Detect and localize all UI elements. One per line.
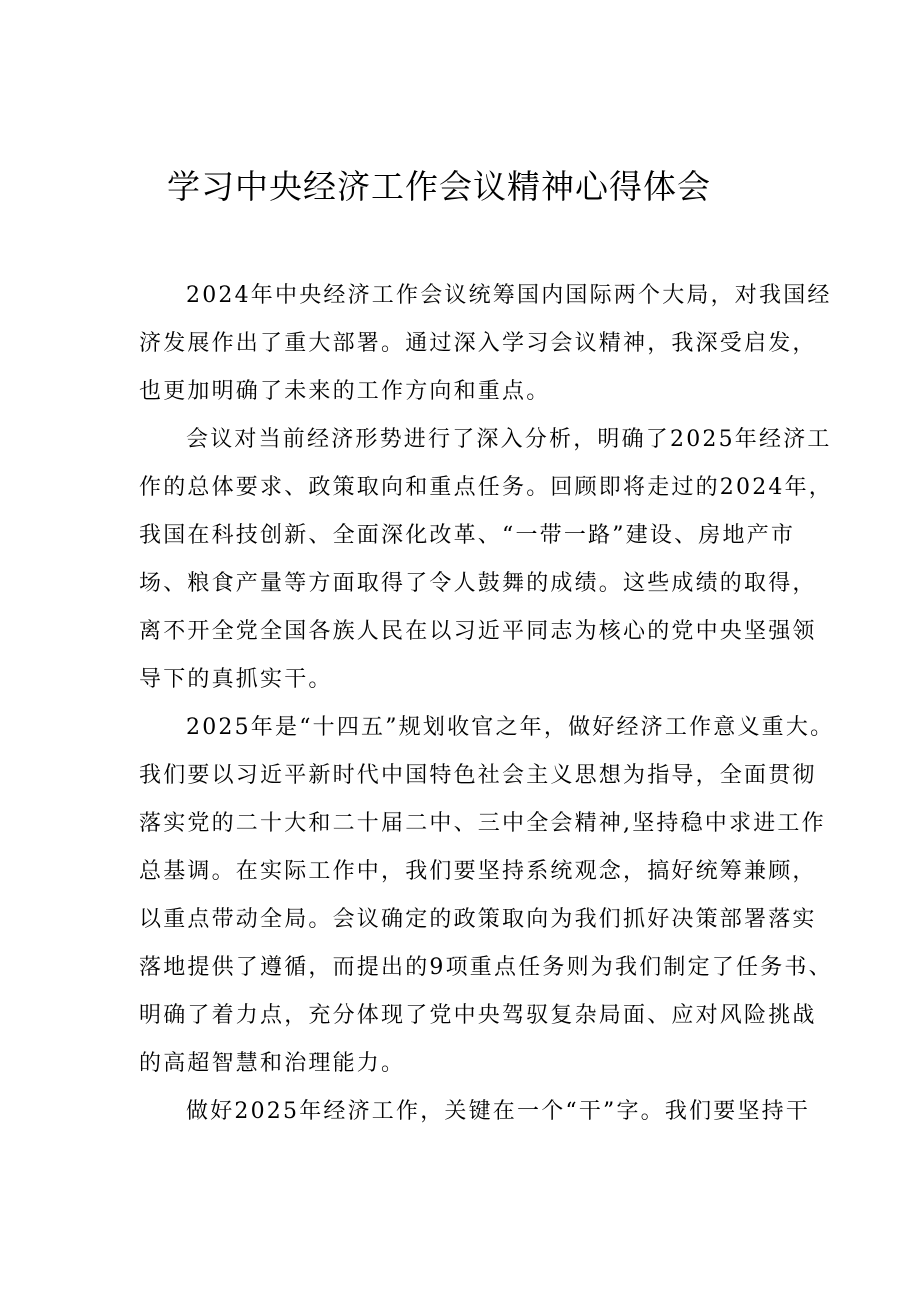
paragraph-3-line-4: 总基调。在实际工作中，我们要坚持系统观念，搞好统筹兼顾， [139,859,817,884]
paragraph-2-line-6: 导下的真抓实干。 [139,667,333,692]
paragraph-2-line-1: 会议对当前经济形势进行了深入分析，明确了2025年经济工 [186,427,832,452]
paragraph-3-line-8: 的高超智慧和治理能力。 [139,1051,406,1076]
paragraph-2-line-4: 场、粮食产量等方面取得了令人鼓舞的成绩。这些成绩的取得， [139,571,817,596]
paragraph-3-line-5: 以重点带动全局。会议确定的政策取向为我们抓好决策部署落实 [139,907,817,932]
paragraph-3-line-7: 明确了着力点，充分体现了党中央驾驭复杂局面、应对风险挑战 [139,1003,817,1028]
paragraph-3-line-3: 落实党的二十大和二十届二中、三中全会精神,坚持稳中求进工作 [139,811,826,836]
paragraph-4-line-1: 做好2025年经济工作，关键在一个“干”字。我们要坚持干 [186,1099,811,1124]
document-title: 学习中央经济工作会议精神心得体会 [167,167,711,206]
paragraph-2-line-3: 我国在科技创新、全面深化改革、“一带一路”建设、房地产市 [139,523,796,548]
paragraph-2-line-2: 作的总体要求、政策取向和重点任务。回顾即将走过的2024年， [139,475,833,500]
paragraph-1-line-2: 济发展作出了重大部署。通过深入学习会议精神，我深受启发， [139,331,817,356]
paragraph-1-line-3: 也更加明确了未来的工作方向和重点。 [139,379,551,404]
paragraph-3-line-2: 我们要以习近平新时代中国特色社会主义思想为指导，全面贯彻 [139,763,817,788]
paragraph-2-line-5: 离不开全党全国各族人民在以习近平同志为核心的党中央坚强领 [139,619,817,644]
paragraph-1-line-1: 2024年中央经济工作会议统筹国内国际两个大局，对我国经 [186,283,832,308]
document-body [139,272,835,1136]
paragraph-3-line-1: 2025年是“十四五”规划收官之年，做好经济工作意义重大。 [186,715,835,740]
paragraph-3-line-6: 落地提供了遵循，而提出的9项重点任务则为我们制定了任务书、 [139,955,833,980]
